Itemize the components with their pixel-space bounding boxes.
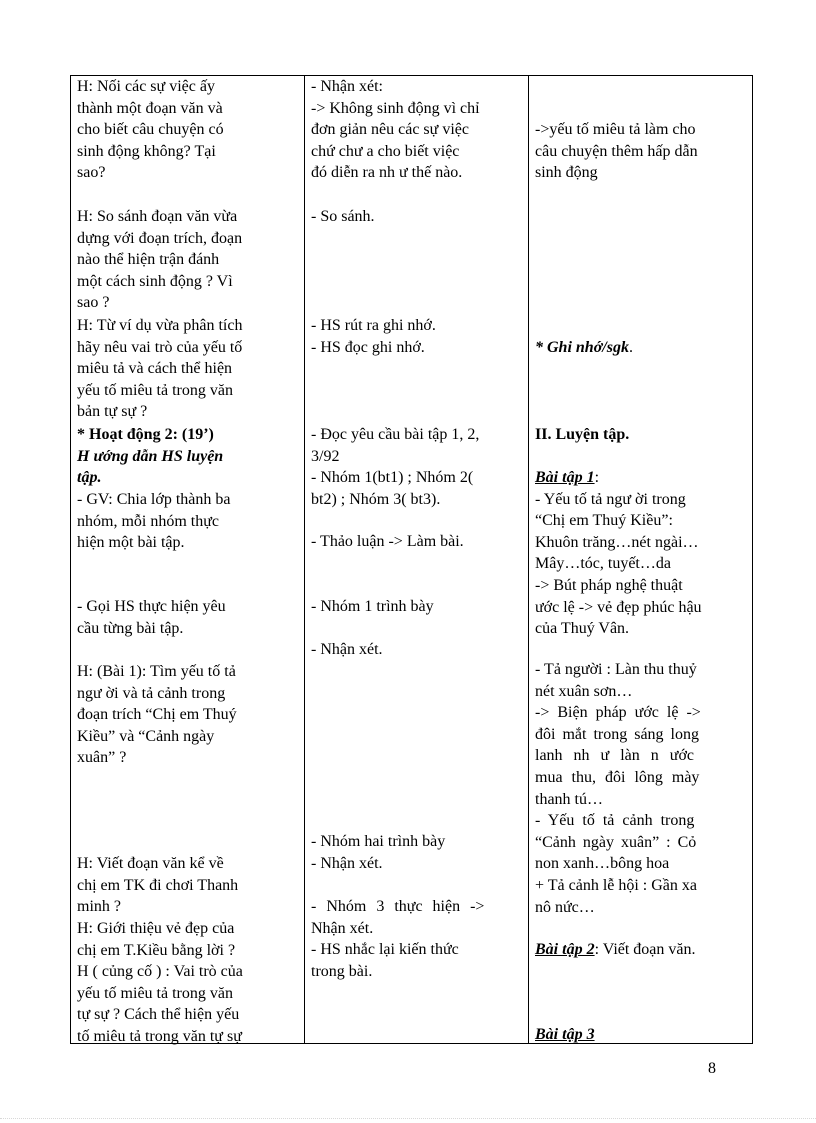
text-line: - Nhận xét. <box>311 641 383 658</box>
describe-person <box>535 659 748 918</box>
student-discuss <box>311 531 524 553</box>
footer-divider <box>0 1118 816 1119</box>
text-line: hãy nêu vai trò của yếu tố <box>77 338 243 356</box>
text-line: - Nhóm hai trình bày <box>311 833 446 850</box>
student-group-1-present <box>311 596 524 618</box>
text-line: mua thu, đôi lông mày <box>535 768 700 786</box>
text-line: - Thảo luận -> Làm bài. <box>311 533 464 550</box>
text-line: - Nhận xét: <box>311 78 383 95</box>
question-consolidate <box>77 961 300 1047</box>
text-line: của Thuý Vân. <box>535 620 630 638</box>
text-line: H: (Bài 1): Tìm yếu tố tả <box>77 663 236 680</box>
text-line: nét xuân sơn… <box>535 682 633 700</box>
lesson-table <box>70 75 753 1044</box>
content-column <box>529 76 753 1044</box>
exercise-label: Bài tập 1 <box>535 469 595 486</box>
text-line: ngư ời và tả cảnh trong <box>77 684 226 702</box>
exercise-2 <box>535 939 748 961</box>
memory-label: * Ghi nhớ/sgk <box>535 339 629 356</box>
question-exercise-1 <box>77 661 300 769</box>
text-line: một cách sinh động ? Vì <box>77 272 233 290</box>
text-line: ước lệ -> vẻ đẹp phúc hậu <box>535 598 702 616</box>
text-line: - Yếu tố tả cảnh trong <box>535 812 695 830</box>
student-comment-2 <box>311 639 524 661</box>
exercise-label: Bài tập 3 <box>535 1026 595 1043</box>
student-memorize <box>311 315 524 358</box>
description-effect <box>535 119 748 184</box>
text-line: . <box>628 339 633 356</box>
text-line: bt2) ; Nhóm 3( bt3). <box>311 490 441 508</box>
text-line: xuân” ? <box>77 749 127 767</box>
text-line: thành một đoạn văn và <box>77 99 223 117</box>
student-comment-1 <box>311 76 524 184</box>
text-line: sinh động <box>535 164 598 182</box>
text-line: “Chị em Thuý Kiều”: <box>535 512 673 530</box>
practice-heading <box>535 424 748 446</box>
text-line: “Cảnh ngày xuân” : Cỏ <box>535 833 697 851</box>
text-line: nô nức… <box>535 898 595 916</box>
student-read-requirements <box>311 424 524 467</box>
text-line: nào thể hiện trận đánh <box>77 251 220 269</box>
teacher-task <box>77 489 300 554</box>
text-line: sao? <box>77 164 106 182</box>
text-line: + Tả cảnh lễ hội : Gần xa <box>535 876 698 894</box>
question-link-events <box>77 76 300 184</box>
question-introduce <box>77 918 300 961</box>
question-compare <box>77 206 300 314</box>
page-number: 8 <box>708 1060 716 1077</box>
activity-subtitle: tập. <box>77 469 102 487</box>
text-line: - GV: Chia lớp thành ba <box>77 491 231 508</box>
text-line: - Nhóm 1 trình bày <box>311 598 434 615</box>
text-line: đơn giản nêu các sự việc <box>311 121 469 139</box>
student-groups <box>311 467 524 510</box>
text-line: yếu tố miêu tả trong văn <box>77 984 233 1002</box>
text-line: H: Từ ví dụ vừa phân tích <box>77 317 243 334</box>
exercise-label: Bài tập 2 <box>535 941 595 958</box>
text-line: - So sánh. <box>311 208 375 225</box>
text-line: đôi mắt trong sáng long <box>535 725 699 743</box>
teacher-column <box>71 76 305 1044</box>
text-line: non xanh…bông hoa <box>535 855 670 873</box>
text-line: H: So sánh đoạn văn vừa <box>77 208 238 225</box>
text-line: - Gọi HS thực hiện yêu <box>77 598 226 615</box>
text-line: - HS đọc ghi nhớ. <box>311 338 425 356</box>
text-line: yếu tố miêu tả trong văn <box>77 381 233 399</box>
text-line: chị em T.Kiều bằng lời ? <box>77 941 236 959</box>
text-line: H: Nối các sự việc ấy <box>77 78 215 95</box>
activity-subtitle: H ướng dẫn HS luyện <box>77 447 224 465</box>
text-line: thanh tú… <box>535 790 603 808</box>
text-line: chị em TK đi chơi Thanh <box>77 876 239 894</box>
text-line: - HS nhắc lại kiến thức <box>311 941 459 959</box>
text-line: - Nhận xét. <box>311 854 383 872</box>
text-line: cầu từng bài tập. <box>77 619 184 637</box>
text-line: -> Bút pháp nghệ thuật <box>535 576 683 594</box>
text-line: cho biết câu chuyện có <box>77 121 224 139</box>
text-line: H ( củng cố ) : Vai trò của <box>77 963 243 980</box>
text-line: Kiều” và “Cảnh ngày <box>77 727 215 745</box>
text-line: bản tự sự ? <box>77 403 148 421</box>
exercise-3 <box>535 1024 748 1046</box>
text-line: tố miêu tả trong văn tự sự <box>77 1027 242 1045</box>
text-line: câu chuyện thêm hấp dẫn <box>535 142 698 160</box>
student-compare <box>311 206 524 228</box>
activity-heading <box>77 424 300 489</box>
text-line: -> Không sinh động vì chỉ <box>311 99 480 117</box>
text-line: : <box>594 469 600 486</box>
text-line: miêu tả và cách thể hiện <box>77 360 233 378</box>
text-line: 3/92 <box>311 447 340 465</box>
question-write <box>77 853 300 918</box>
text-line: trong bài. <box>311 962 373 980</box>
text-line: tự sự ? Cách thể hiện yếu <box>77 1006 240 1024</box>
text-line: sinh động không? Tại <box>77 142 216 160</box>
text-line: - Đọc yêu cầu bài tập 1, 2, <box>311 426 480 443</box>
student-group-3-present <box>311 896 524 982</box>
text-line: Nhận xét. <box>311 919 374 937</box>
text-line: -> Biện pháp ước lệ -> <box>535 704 701 722</box>
text-line: Khuôn trăng…nét ngài… <box>535 533 699 551</box>
text-line: - Nhóm 3 thực hiện -> <box>311 898 485 915</box>
student-column <box>305 76 529 1044</box>
call-students <box>77 596 300 639</box>
text-line: đoạn trích “Chị em Thuý <box>77 706 237 724</box>
text-line: nhóm, mỗi nhóm thực <box>77 512 219 530</box>
text-line: Mây…tóc, tuyết…da <box>535 555 671 573</box>
text-line: chứ chư a cho biết việc <box>311 142 460 160</box>
text-line: ->yếu tố miêu tả làm cho <box>535 121 696 138</box>
text-line: : Viết đoạn văn. <box>594 941 696 958</box>
table-row <box>71 76 753 1044</box>
question-role <box>77 315 300 423</box>
memory-note <box>535 337 748 359</box>
text-line: - Yếu tố tả ngư ời trong <box>535 490 686 508</box>
text-line: - Tả người : Làn thu thuỷ <box>535 661 697 678</box>
text-line: minh ? <box>77 898 121 916</box>
text-line: lanh nh ư làn n ước <box>535 747 694 765</box>
text-line: dựng với đoạn trích, đoạn <box>77 229 243 247</box>
exercise-1 <box>535 467 748 640</box>
text-line: H: Viết đoạn văn kể về <box>77 855 224 872</box>
text-line: H: Giới thiệu vẻ đẹp của <box>77 920 235 937</box>
text-line: đó diễn ra nh ư thế nào. <box>311 164 463 182</box>
text-line: sao ? <box>77 294 110 312</box>
text-line: hiện một bài tập. <box>77 534 185 552</box>
section-title: II. Luyện tập. <box>535 426 630 443</box>
student-group-2-present <box>311 831 524 874</box>
activity-title: * Hoạt động 2: (19’) <box>77 426 214 443</box>
text-line: - Nhóm 1(bt1) ; Nhóm 2( <box>311 469 474 486</box>
text-line: - HS rút ra ghi nhớ. <box>311 317 436 334</box>
